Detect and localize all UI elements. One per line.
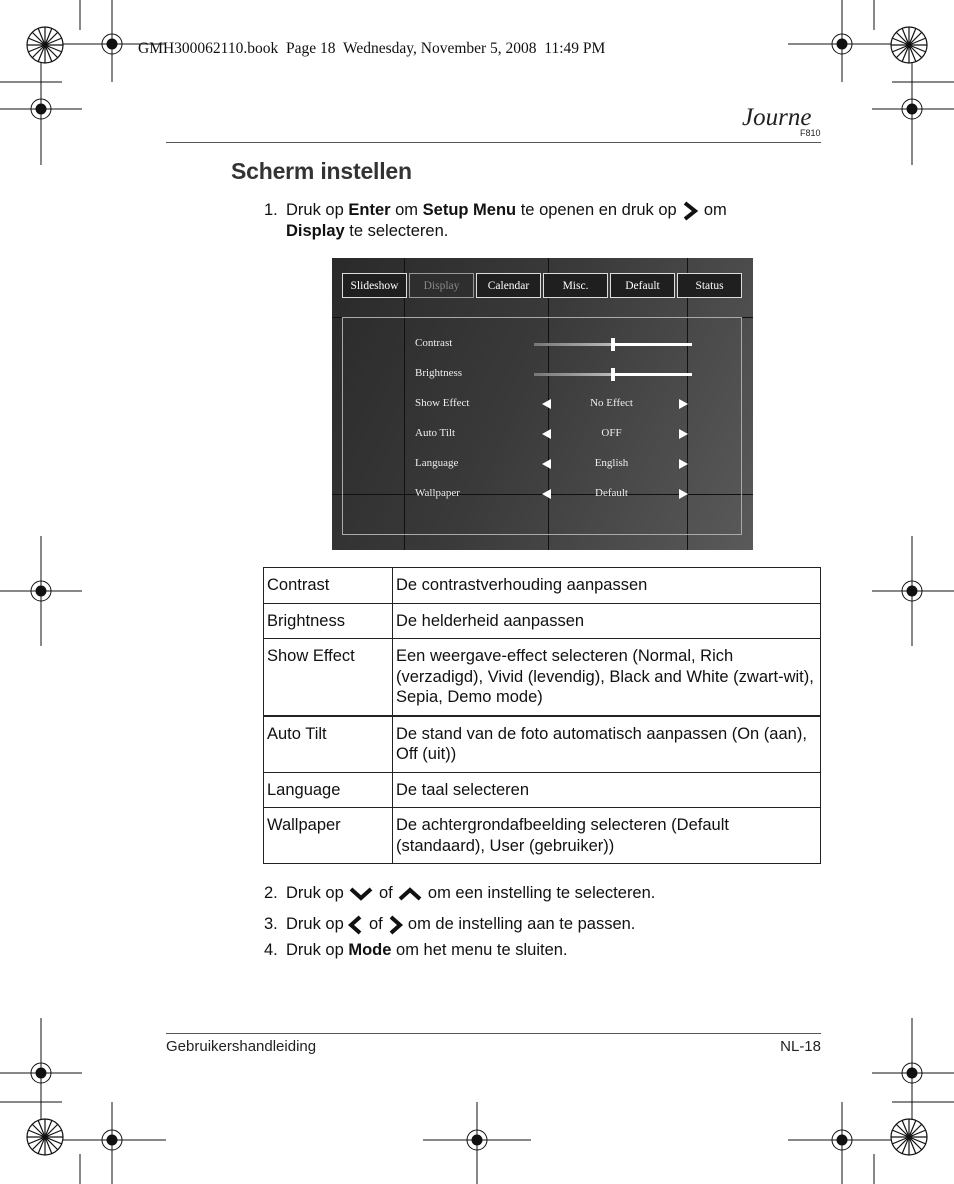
right-chevron-icon — [387, 915, 403, 935]
setting-description-cell: De helderheid aanpassen — [393, 603, 821, 639]
screen-tab-default[interactable]: Default — [610, 273, 675, 298]
table-row — [264, 808, 821, 864]
right-arrow-icon[interactable] — [679, 459, 688, 469]
setting-name-cell: Brightness — [264, 603, 393, 639]
table-row — [264, 603, 821, 639]
page-title: Scherm instellen — [231, 158, 412, 184]
screen-setting-value: Default — [595, 487, 628, 499]
table-row — [264, 772, 821, 808]
left-chevron-icon — [348, 915, 364, 935]
screen-setting-label: Contrast — [415, 337, 453, 349]
right-chevron-icon — [681, 201, 699, 221]
setting-name-cell: Auto Tilt — [264, 716, 393, 773]
left-arrow-icon[interactable] — [542, 489, 551, 499]
left-arrow-icon[interactable] — [542, 399, 551, 409]
table-row — [264, 568, 821, 604]
screen-setting-label: Wallpaper — [415, 487, 460, 499]
down-chevron-icon — [348, 885, 374, 903]
screen-tab-calendar[interactable]: Calendar — [476, 273, 541, 298]
table-row — [264, 639, 821, 716]
settings-panel — [342, 317, 742, 535]
left-arrow-icon[interactable] — [542, 429, 551, 439]
screen-slider-thumb[interactable] — [611, 338, 615, 351]
settings-description-table — [263, 567, 821, 864]
step-2: 2. Druk op of om een instelling te selecteren. — [264, 884, 656, 902]
screen-tab-misc[interactable]: Misc. — [543, 273, 608, 298]
step-4: 4. Druk op Mode om het menu te sluiten. — [264, 941, 568, 959]
page-number: NL-18 — [780, 1038, 821, 1055]
footer-rule — [166, 1033, 821, 1034]
setting-description-cell: De taal selecteren — [393, 772, 821, 808]
device-screen — [332, 258, 753, 550]
screen-tab-display[interactable]: Display — [409, 273, 474, 298]
step-3: 3. Druk op of om de instelling aan te passen. — [264, 915, 636, 933]
step-1: 1. Druk op Enter om Setup Menu te openen en druk op om Display te selecteren. — [264, 201, 727, 240]
screen-setting-label: Brightness — [415, 367, 463, 379]
up-chevron-icon — [397, 885, 423, 903]
right-arrow-icon[interactable] — [679, 399, 688, 409]
left-arrow-icon[interactable] — [542, 459, 551, 469]
screen-setting-value: English — [594, 457, 629, 469]
screen-tab-status[interactable]: Status — [677, 273, 742, 298]
setting-name-cell: Contrast — [264, 568, 393, 604]
screen-setting-label: Auto Tilt — [415, 427, 456, 439]
model-number: F810 — [800, 128, 821, 138]
screen-setting-value: OFF — [601, 427, 622, 439]
screen-setting-value: No Effect — [590, 397, 633, 409]
brand-logo: Journe — [742, 104, 812, 131]
setting-description-cell: De contrastverhouding aanpassen — [393, 568, 821, 604]
right-arrow-icon[interactable] — [679, 489, 688, 499]
footer-manual-name: Gebruikershandleiding — [166, 1038, 317, 1055]
setting-description-cell: De stand van de foto automatisch aanpassen (On (aan), Off (uit)) — [393, 716, 821, 773]
table-row — [264, 716, 821, 773]
screen-tab-slideshow[interactable]: Slideshow — [342, 273, 407, 298]
screen-setting-label: Language — [415, 457, 459, 469]
print-header: GMH300062110.book Page 18 Wednesday, November 5, 2008 11:49 PM — [138, 40, 606, 57]
setting-description-cell: Een weergave-effect selecteren (Normal, Rich (verzadigd), Vivid (levendig), Black and White (zwart-wit), Sepia, Demo mode) — [393, 639, 821, 716]
right-arrow-icon[interactable] — [679, 429, 688, 439]
header-rule — [166, 142, 821, 143]
setting-description-cell: De achtergrondafbeelding selecteren (Default (standaard), User (gebruiker)) — [393, 808, 821, 864]
setting-name-cell: Wallpaper — [264, 808, 393, 864]
setting-name-cell: Language — [264, 772, 393, 808]
setting-name-cell: Show Effect — [264, 639, 393, 716]
screen-setting-label: Show Effect — [415, 397, 470, 409]
screen-slider-thumb[interactable] — [611, 368, 615, 381]
